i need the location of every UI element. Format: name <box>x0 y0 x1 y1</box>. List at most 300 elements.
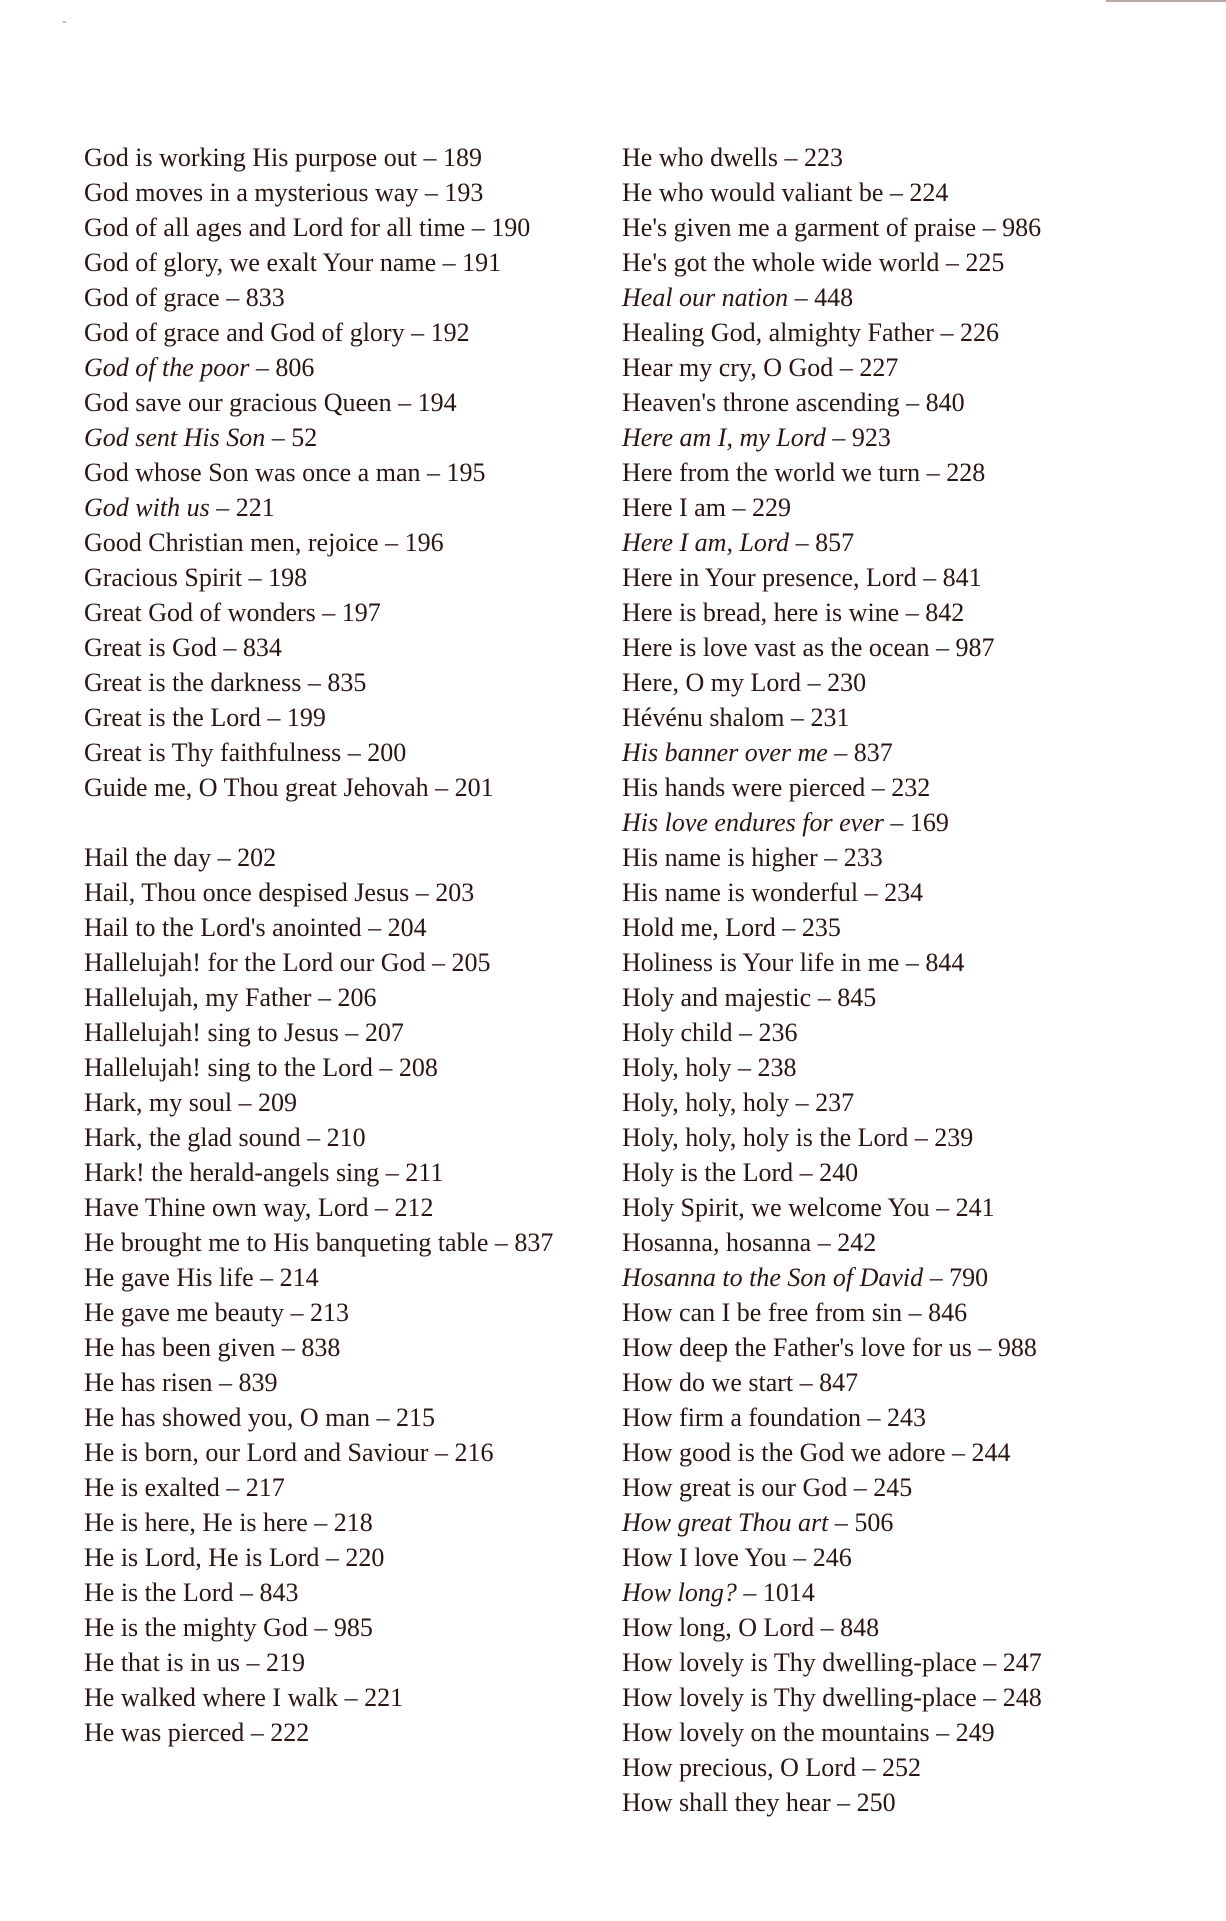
index-entry <box>622 910 1102 945</box>
entry-title: God whose Son was once a man <box>84 458 421 487</box>
entry-number: 195 <box>446 458 486 487</box>
entry-number: 245 <box>873 1473 913 1502</box>
entry-dash: – <box>338 1683 365 1712</box>
index-entry <box>84 595 574 630</box>
entry-number: 857 <box>815 528 855 557</box>
index-entry <box>622 315 1102 350</box>
entry-title: Hévénu shalom <box>622 703 785 732</box>
entry-dash: – <box>830 1788 857 1817</box>
entry-dash: – <box>275 1333 302 1362</box>
entry-number: 52 <box>291 423 318 452</box>
entry-dash: – <box>369 1403 396 1432</box>
index-entry <box>622 1085 1102 1120</box>
entry-number: 191 <box>462 248 502 277</box>
entry-dash: – <box>933 318 960 347</box>
entry-dash: – <box>260 703 287 732</box>
entry-number: 226 <box>959 318 999 347</box>
entry-title: He's got the whole wide world <box>622 248 940 277</box>
entry-title: Here from the world we turn <box>622 458 921 487</box>
entry-title: Hark, my soul <box>84 1088 233 1117</box>
entry-number: 987 <box>955 633 995 662</box>
entry-title: Gracious Spirit <box>84 563 243 592</box>
entry-dash: – <box>789 1088 816 1117</box>
entry-dash: – <box>777 143 804 172</box>
entry-title: Holy, holy, holy is the Lord <box>622 1123 909 1152</box>
entry-number: 838 <box>301 1333 341 1362</box>
entry-number: 241 <box>955 1193 995 1222</box>
entry-number: 806 <box>275 353 315 382</box>
index-entry <box>622 945 1102 980</box>
entry-title: Heaven's throne ascending <box>622 388 900 417</box>
entry-title: His name is wonderful <box>622 878 859 907</box>
entry-title: Holiness is Your life in me <box>622 948 900 977</box>
entry-number: 235 <box>801 913 841 942</box>
entry-number: 194 <box>417 388 457 417</box>
entry-number: 848 <box>840 1613 880 1642</box>
entry-title: Holy, holy, holy <box>622 1088 790 1117</box>
entry-number: 202 <box>237 843 277 872</box>
index-entry <box>622 210 1102 245</box>
index-entry <box>84 1295 574 1330</box>
entry-dash: – <box>793 1368 820 1397</box>
entry-number: 923 <box>851 423 891 452</box>
entry-dash: – <box>883 178 910 207</box>
index-entry <box>84 1505 574 1540</box>
entry-number: 988 <box>997 1333 1037 1362</box>
entry-title: Hallelujah! for the Lord our God <box>84 948 426 977</box>
entry-number: 219 <box>266 1648 305 1677</box>
entry-title: He's given me a garment of praise <box>622 213 977 242</box>
entry-dash: – <box>319 1543 346 1572</box>
index-entry <box>622 455 1102 490</box>
entry-title: Hail the day <box>84 843 212 872</box>
entry-number: 790 <box>949 1263 989 1292</box>
entry-number: 839 <box>238 1368 278 1397</box>
index-entry <box>622 1260 1102 1295</box>
entry-dash: – <box>801 668 828 697</box>
entry-number: 207 <box>364 1018 404 1047</box>
entry-title: God of grace and God of glory <box>84 318 405 347</box>
index-entry <box>84 1365 574 1400</box>
entry-number: 846 <box>928 1298 968 1327</box>
entry-number: 240 <box>819 1158 859 1187</box>
index-entry <box>84 1540 574 1575</box>
index-entry <box>84 1225 574 1260</box>
entry-title: He is born, our Lord and Saviour <box>84 1438 429 1467</box>
entry-title: He walked where I walk <box>84 1683 339 1712</box>
entry-title: How good is the God we adore <box>622 1438 946 1467</box>
entry-dash: – <box>372 1053 399 1082</box>
index-entry <box>622 140 1102 175</box>
entry-title: How I love You <box>622 1543 787 1572</box>
entry-title: God is working His purpose out <box>84 143 417 172</box>
index-entry <box>622 1645 1102 1680</box>
entry-number: 217 <box>245 1473 285 1502</box>
entry-title: Hallelujah! sing to the Lord <box>84 1053 373 1082</box>
entry-number: 834 <box>242 633 282 662</box>
index-entry <box>84 1470 574 1505</box>
entry-number: 845 <box>837 983 877 1012</box>
entry-number: 223 <box>803 143 843 172</box>
entry-number: 506 <box>854 1508 894 1537</box>
entry-title: Hold me, Lord <box>622 913 776 942</box>
index-entry <box>84 1260 574 1295</box>
index-entry <box>622 630 1102 665</box>
entry-dash: – <box>232 1088 259 1117</box>
index-entry <box>622 280 1102 315</box>
entry-dash: – <box>240 1648 266 1677</box>
index-entry <box>84 1680 574 1715</box>
entry-title: He has showed you, O man <box>84 1403 370 1432</box>
entry-number: 212 <box>394 1193 434 1222</box>
entry-dash: – <box>902 1298 929 1327</box>
index-entry <box>622 700 1102 735</box>
entry-dash: – <box>817 843 844 872</box>
entry-dash: – <box>338 1018 365 1047</box>
entry-number: 230 <box>827 668 867 697</box>
entry-title: How lovely is Thy dwelling-place <box>622 1683 977 1712</box>
entry-dash: – <box>253 1263 280 1292</box>
index-entry <box>622 875 1102 910</box>
index-entry <box>84 210 574 245</box>
index-entry <box>622 525 1102 560</box>
entry-title: Great is the darkness <box>84 668 302 697</box>
entry-title: He who would valiant be <box>622 178 884 207</box>
entry-dash: – <box>219 1473 246 1502</box>
entry-number: 209 <box>258 1088 298 1117</box>
entry-dash: – <box>775 913 802 942</box>
entry-title: How shall they hear <box>622 1788 831 1817</box>
entry-title: Hark, the glad sound <box>84 1123 301 1152</box>
index-entry <box>84 280 574 315</box>
entry-title: He has been given <box>84 1333 276 1362</box>
entry-title: God of glory, we exalt Your name <box>84 248 437 277</box>
entry-number: 448 <box>814 283 854 312</box>
entry-dash: – <box>465 213 492 242</box>
entry-title: Here, O my Lord <box>622 668 802 697</box>
entry-title: How can I be free from sin <box>622 1298 903 1327</box>
entry-title: Great is the Lord <box>84 703 261 732</box>
entry-title: Hear my cry, O God <box>622 353 834 382</box>
entry-dash: – <box>420 458 447 487</box>
index-entry <box>622 1470 1102 1505</box>
index-entry <box>84 1050 574 1085</box>
entry-title: His name is higher <box>622 843 818 872</box>
index-entry <box>84 1330 574 1365</box>
index-entry <box>84 140 574 175</box>
index-entry <box>84 490 574 525</box>
entry-dash: – <box>793 1158 820 1187</box>
page-edge-rule <box>1106 0 1226 2</box>
entry-dash: – <box>428 1438 455 1467</box>
entry-dash: – <box>731 1053 758 1082</box>
entry-title: Holy is the Lord <box>622 1158 794 1187</box>
entry-number: 197 <box>341 598 381 627</box>
entry-dash: – <box>311 983 338 1012</box>
index-entry <box>84 560 574 595</box>
index-entry <box>622 420 1102 455</box>
entry-title: Hosanna, hosanna <box>622 1228 812 1257</box>
entry-title: Here is love vast as the ocean <box>622 633 930 662</box>
entry-title: He was pierced <box>84 1718 245 1747</box>
entry-number: 847 <box>819 1368 859 1397</box>
index-entry <box>84 735 574 770</box>
entry-dash: – <box>409 878 436 907</box>
section-gap <box>84 805 574 840</box>
entry-dash: – <box>976 1648 1003 1677</box>
entry-title: He is the mighty God <box>84 1613 308 1642</box>
index-entry <box>622 805 1102 840</box>
index-entry <box>622 1365 1102 1400</box>
index-entry <box>84 385 574 420</box>
entry-number: 213 <box>309 1298 349 1327</box>
entry-title: How great is our God <box>622 1473 848 1502</box>
index-entry <box>84 350 574 385</box>
entry-dash: – <box>784 703 811 732</box>
entry-dash: – <box>725 493 752 522</box>
entry-number: 238 <box>757 1053 797 1082</box>
entry-number: 842 <box>925 598 965 627</box>
entry-dash: – <box>391 388 418 417</box>
entry-number: 201 <box>454 773 494 802</box>
index-entry <box>622 840 1102 875</box>
entry-title: God moves in a mysterious way <box>84 178 419 207</box>
entry-title: God of the poor <box>84 353 250 382</box>
entry-title: Hark! the herald-angels sing <box>84 1158 380 1187</box>
entry-title: His banner over me <box>622 738 828 767</box>
entry-dash: – <box>244 1718 271 1747</box>
entry-title: Guide me, O Thou great Jehovah <box>84 773 429 802</box>
index-entry <box>84 1610 574 1645</box>
entry-title: Hail, Thou once despised Jesus <box>84 878 410 907</box>
entry-number: 229 <box>751 493 791 522</box>
entry-number: 244 <box>971 1438 1011 1467</box>
entry-title: Great is God <box>84 633 217 662</box>
entry-number: 227 <box>859 353 899 382</box>
index-column-left <box>84 140 574 1750</box>
entry-dash: – <box>814 1613 841 1642</box>
entry-dash: – <box>211 843 238 872</box>
index-entry <box>622 1785 1102 1820</box>
entry-number: 250 <box>856 1788 896 1817</box>
entry-number: 234 <box>884 878 924 907</box>
entry-dash: – <box>855 1753 882 1782</box>
entry-dash: – <box>788 283 815 312</box>
entry-dash: – <box>811 983 838 1012</box>
index-entry <box>622 1050 1102 1085</box>
entry-title: Hallelujah! sing to Jesus <box>84 1018 339 1047</box>
entry-number: 239 <box>934 1123 974 1152</box>
entry-dash: – <box>242 563 269 592</box>
entry-dash: – <box>827 738 854 767</box>
index-entry <box>622 1330 1102 1365</box>
entry-number: 843 <box>259 1578 299 1607</box>
index-entry <box>84 1400 574 1435</box>
entry-number: 206 <box>337 983 377 1012</box>
entry-dash: – <box>425 948 452 977</box>
index-entry <box>622 385 1102 420</box>
entry-title: He has risen <box>84 1368 213 1397</box>
entry-number: 204 <box>387 913 427 942</box>
index-entry <box>84 1190 574 1225</box>
index-entry <box>84 840 574 875</box>
entry-dash: – <box>899 598 926 627</box>
entry-title: Hail to the Lord's anointed <box>84 913 362 942</box>
entry-dash: – <box>216 633 243 662</box>
index-entry <box>84 1645 574 1680</box>
entry-number: 986 <box>1002 213 1042 242</box>
entry-title: God save our gracious Queen <box>84 388 392 417</box>
entry-title: His love endures for ever <box>622 808 884 837</box>
entry-dash: – <box>945 1438 972 1467</box>
entry-title: Have Thine own way, Lord <box>84 1193 369 1222</box>
index-entry <box>622 1295 1102 1330</box>
entry-number: 985 <box>333 1613 373 1642</box>
index-entry <box>622 770 1102 805</box>
entry-number: 216 <box>454 1438 494 1467</box>
entry-number: 215 <box>395 1403 435 1432</box>
entry-title: Holy child <box>622 1018 733 1047</box>
entry-dash: – <box>736 1578 763 1607</box>
entry-title: God of grace <box>84 283 220 312</box>
entry-title: He is exalted <box>84 1473 220 1502</box>
entry-title: He gave me beauty <box>84 1298 284 1327</box>
index-entry <box>622 350 1102 385</box>
entry-number: 242 <box>837 1228 877 1257</box>
index-entry <box>84 1015 574 1050</box>
entry-title: He that is in us <box>84 1648 240 1677</box>
entry-title: Here is bread, here is wine <box>622 598 900 627</box>
entry-number: 844 <box>925 948 965 977</box>
entry-number: 237 <box>815 1088 855 1117</box>
entry-dash: – <box>899 948 926 977</box>
index-entry <box>84 315 574 350</box>
index-entry <box>622 735 1102 770</box>
entry-number: 193 <box>444 178 484 207</box>
entry-dash: – <box>368 1193 395 1222</box>
index-entry <box>622 595 1102 630</box>
entry-title: How long? <box>622 1578 737 1607</box>
entry-dash: – <box>378 528 405 557</box>
entry-dash: – <box>233 1578 260 1607</box>
entry-dash: – <box>833 353 860 382</box>
entry-title: How lovely on the mountains <box>622 1718 930 1747</box>
entry-dash: – <box>418 178 445 207</box>
entry-number: 231 <box>810 703 850 732</box>
index-entry <box>622 1155 1102 1190</box>
index-entry <box>622 1120 1102 1155</box>
entry-number: 221 <box>364 1683 404 1712</box>
entry-title: Here am I, my Lord <box>622 423 826 452</box>
entry-dash: – <box>307 1508 334 1537</box>
entry-number: 221 <box>235 493 275 522</box>
entry-number: 208 <box>398 1053 438 1082</box>
entry-title: Good Christian men, rejoice <box>84 528 379 557</box>
entry-dash: – <box>416 143 443 172</box>
entry-number: 222 <box>270 1718 310 1747</box>
index-entry <box>84 980 574 1015</box>
entry-number: 200 <box>367 738 407 767</box>
entry-dash: – <box>929 633 956 662</box>
entry-dash: – <box>732 1018 759 1047</box>
entry-dash: – <box>861 1403 888 1432</box>
entry-dash: – <box>825 423 852 452</box>
entry-dash: – <box>899 388 926 417</box>
entry-number: 196 <box>404 528 444 557</box>
index-entry <box>84 455 574 490</box>
entry-title: His hands were pierced <box>622 773 866 802</box>
index-entry <box>622 665 1102 700</box>
index-entry <box>84 945 574 980</box>
index-entry <box>84 420 574 455</box>
index-entry <box>84 1120 574 1155</box>
entry-title: He is here, He is here <box>84 1508 308 1537</box>
entry-title: Heal our nation <box>622 283 789 312</box>
index-entry <box>84 1155 574 1190</box>
index-entry <box>84 175 574 210</box>
entry-title: Hallelujah, my Father <box>84 983 312 1012</box>
index-entry <box>84 700 574 735</box>
entry-title: Here I am, Lord <box>622 528 790 557</box>
entry-number: 246 <box>812 1543 852 1572</box>
entry-number: 169 <box>909 808 949 837</box>
entry-number: 833 <box>245 283 285 312</box>
entry-title: Great God of wonders <box>84 598 316 627</box>
entry-dash: – <box>307 1613 334 1642</box>
entry-number: 837 <box>853 738 893 767</box>
entry-dash: – <box>361 913 388 942</box>
entry-dash: – <box>428 773 455 802</box>
index-column-right <box>622 140 1102 1820</box>
entry-title: God sent His Son <box>84 423 266 452</box>
entry-number: 198 <box>268 563 308 592</box>
entry-title: He who dwells <box>622 143 778 172</box>
index-entry <box>622 1190 1102 1225</box>
entry-dash: – <box>828 1508 855 1537</box>
entry-dash: – <box>436 248 463 277</box>
entry-dash: – <box>811 1228 838 1257</box>
entry-dash: – <box>920 458 947 487</box>
entry-title: Holy Spirit, we welcome You <box>622 1193 930 1222</box>
entry-dash: – <box>249 353 276 382</box>
entry-dash: – <box>939 248 966 277</box>
entry-number: 220 <box>345 1543 385 1572</box>
index-entry <box>622 1435 1102 1470</box>
entry-number: 248 <box>1002 1683 1042 1712</box>
entry-number: 192 <box>430 318 470 347</box>
entry-title: Healing God, almighty Father <box>622 318 934 347</box>
entry-dash: – <box>315 598 342 627</box>
entry-title: God of all ages and Lord for all time <box>84 213 466 242</box>
entry-dash: – <box>341 738 368 767</box>
entry-dash: – <box>786 1543 813 1572</box>
entry-number: 210 <box>326 1123 366 1152</box>
entry-dash: – <box>929 1193 956 1222</box>
entry-title: Here I am <box>622 493 726 522</box>
entry-number: 252 <box>881 1753 921 1782</box>
index-entry <box>84 1715 574 1750</box>
entry-dash: – <box>379 1158 406 1187</box>
entry-dash: – <box>404 318 431 347</box>
entry-number: 233 <box>843 843 883 872</box>
entry-title: How firm a foundation <box>622 1403 862 1432</box>
entry-dash: – <box>300 1123 327 1152</box>
entry-title: How do we start <box>622 1368 794 1397</box>
index-entry <box>84 875 574 910</box>
entry-dash: – <box>301 668 328 697</box>
entry-number: 199 <box>286 703 326 732</box>
entry-title: Holy and majestic <box>622 983 812 1012</box>
